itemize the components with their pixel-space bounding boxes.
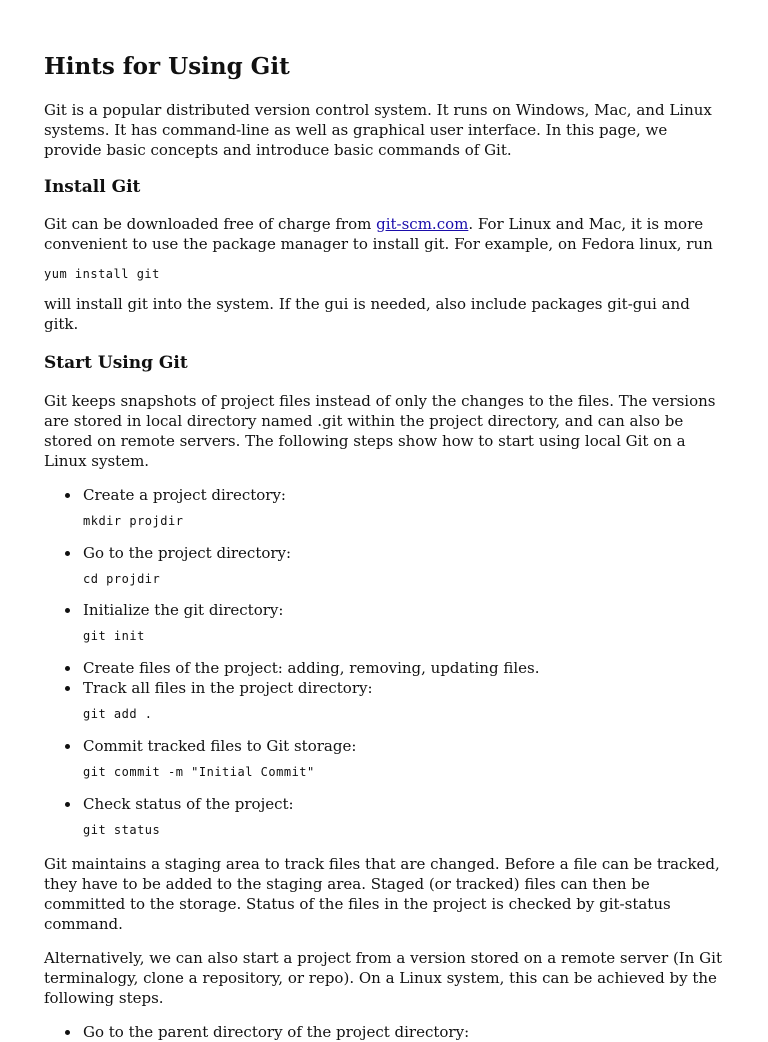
install-text-after-link: . For Linux and Mac, it is more convenient to use the package manager to install git. For example, on Fedora linux, run [44,215,713,253]
list-item [83,678,724,722]
bullet-icon [65,666,70,671]
step-code: git init [83,629,145,643]
install-heading: Install Git [44,177,141,197]
list-item [83,658,724,678]
bullet-icon [65,493,70,498]
bullet-icon [65,744,70,749]
step-code: git status [83,823,161,837]
step-code: git commit -m "Initial Commit" [83,765,315,779]
list-item [83,485,724,529]
install-paragraph-2: will install git into the system. If the gui is needed, also include packages git-gui and gitk. [44,295,690,333]
step-text: Create files of the project: adding, removing, updating files. [83,659,540,677]
step-code: git add . [83,707,153,721]
step-text: Initialize the git directory: [83,601,284,619]
install-text-before-link: Git can be downloaded free of charge from [44,215,377,233]
list-item [83,794,724,838]
bullet-icon [65,802,70,807]
list-item [83,600,724,644]
clone-paragraph: Alternatively, we can also start a project from a version stored on a remote server (In Git terminalogy, clone a repository, or repo). On a Linux system, this can be achieved by the following steps. [44,949,722,1007]
step-text: Create a project directory: [83,486,286,504]
step-text: Track all files in the project directory: [83,679,373,697]
start-paragraph: Git keeps snapshots of project files instead of only the changes to the files. The versions are stored in local directory named .git within the project directory, and can also be stored on remote servers. The following steps show how to start using local Git on a Linux system. [44,392,716,470]
staging-paragraph: Git maintains a staging area to track files that are changed. Before a file can be tracked, they have to be added to the staging area. Staged (or tracked) files can then be committed to the storage. Status of the files in the project is checked by git-status command. [44,855,720,933]
install-paragraph [44,214,724,254]
bullet-icon [65,608,70,613]
page-title: Hints for Using Git [44,53,290,80]
step-text: Go to the parent directory of the project directory: [83,1023,470,1041]
bullet-icon [65,686,70,691]
step-text: Check status of the project: [83,795,294,813]
git-scm-link[interactable]: git-scm.com [376,215,469,233]
intro-paragraph: Git is a popular distributed version control system. It runs on Windows, Mac, and Linux systems. It has command-line as well as graphical user interface. In this page, we provide basic concepts and introduce basic commands of Git. [44,101,712,159]
list-item [83,736,724,780]
steps-list [44,485,724,838]
bullet-icon [65,551,70,556]
step-code: cd projdir [83,572,161,586]
step-text: Commit tracked files to Git storage: [83,737,357,755]
clone-steps-list [44,1022,724,1042]
list-item [83,1022,724,1042]
list-item [83,543,724,587]
install-code: yum install git [44,267,160,281]
start-heading: Start Using Git [44,353,188,373]
step-text: Go to the project directory: [83,544,292,562]
step-code: mkdir projdir [83,514,184,528]
bullet-icon [65,1030,70,1035]
